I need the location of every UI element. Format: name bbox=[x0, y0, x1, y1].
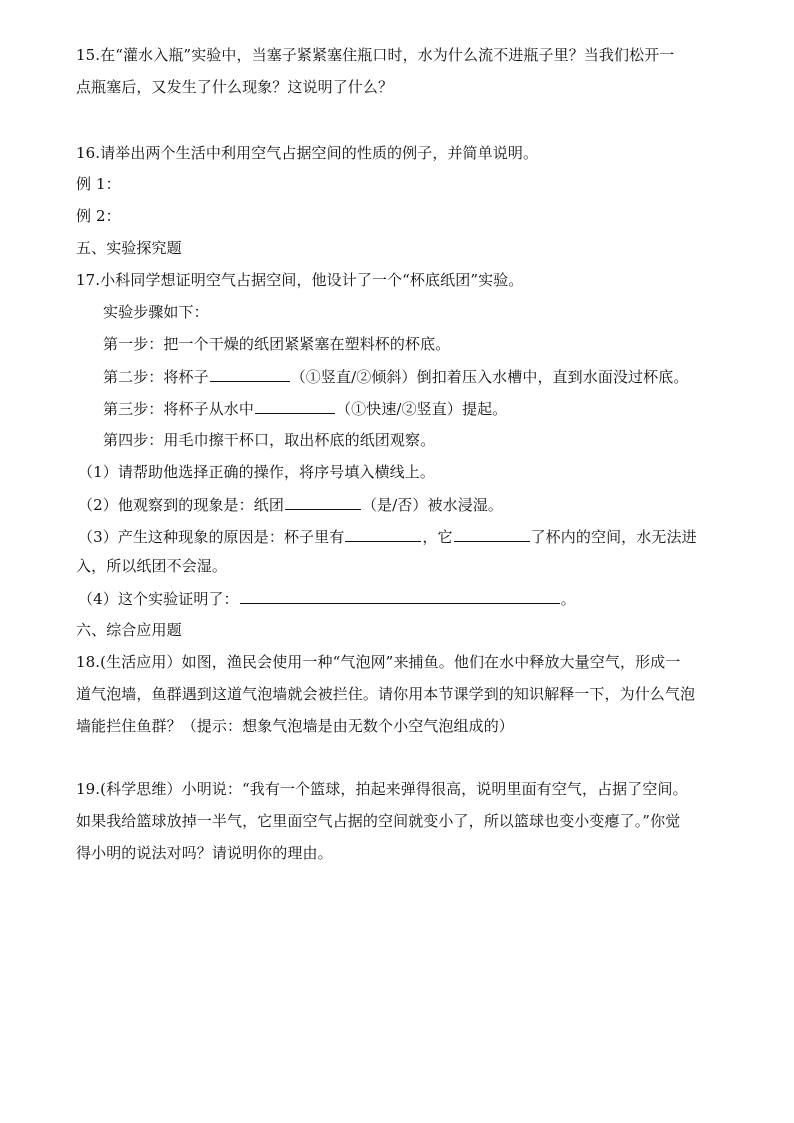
q17-part-4-blank[interactable] bbox=[240, 588, 560, 604]
q17-step-2-text-a: 第二步：将杯子 bbox=[103, 368, 209, 386]
q17-step-2-blank[interactable] bbox=[210, 366, 290, 382]
q17-step-1: 第一步：把一个干燥的纸团紧紧塞在塑料杯的杯底。 bbox=[103, 335, 451, 353]
q17-part-2-text-a: （2）他观察到的现象是：纸团 bbox=[78, 496, 284, 514]
q17-part-1: （1）请帮助他选择正确的操作，将序号填入横线上。 bbox=[78, 463, 435, 481]
q15-line-2: 点瓶塞后，又发生了什么现象？这说明了什么？ bbox=[76, 78, 394, 96]
q17-part-2 bbox=[78, 494, 503, 514]
q17-step-3-text-a: 第三步：将杯子从水中 bbox=[103, 400, 255, 418]
q17-part-4-text-b: 。 bbox=[560, 590, 576, 608]
q16-example-2: 例 2： bbox=[76, 207, 121, 225]
q19-line-3: 得小明的说法对吗？请说明你的理由。 bbox=[76, 844, 333, 862]
q17-part-3-text-c: 了杯内的空间，水无法进 bbox=[530, 528, 697, 546]
section-heading-application: 六、综合应用题 bbox=[76, 621, 182, 639]
section-heading-experiment: 五、实验探究题 bbox=[76, 239, 182, 257]
q17-step-3-text-b: （①快速/②竖直）提起。 bbox=[336, 400, 508, 418]
q18-line-1: 18.(生活应用）如图，渔民会使用一种“气泡网”来捕鱼。他们在水中释放大量空气，形成一 bbox=[76, 653, 681, 671]
q17-step-2-text-b: （①竖直/②倾斜）倒扣着压入水槽中，直到水面没过杯底。 bbox=[290, 368, 689, 386]
q17-step-2 bbox=[103, 366, 688, 386]
q17-part-3 bbox=[78, 526, 697, 546]
q17-step-4: 第四步：用毛巾擦干杯口，取出杯底的纸团观察。 bbox=[103, 431, 436, 449]
q15-line-1: 15.在“灌水入瓶”实验中，当塞子紧紧塞住瓶口时，水为什么流不进瓶子里？当我们松开一 bbox=[76, 46, 675, 64]
q16-line-1: 16.请举出两个生活中利用空气占据空间的性质的例子，并简单说明。 bbox=[76, 144, 539, 162]
q17-part-4-text-a: （4）这个实验证明了： bbox=[78, 590, 239, 608]
q17-part-2-text-b: （是/否）被水浸湿。 bbox=[361, 496, 504, 514]
q17-step-3 bbox=[103, 398, 507, 418]
q18-line-2: 道气泡墙，鱼群遇到这道气泡墙就会被拦住。请你用本节课学到的知识解释一下，为什么气泡 bbox=[76, 685, 696, 703]
q17-part-2-blank[interactable] bbox=[285, 494, 361, 510]
q18-line-3: 墙能拦住鱼群？（提示：想象气泡墙是由无数个小空气泡组成的） bbox=[76, 717, 514, 735]
q16-example-1: 例 1： bbox=[76, 175, 121, 193]
q17-step-3-blank[interactable] bbox=[255, 398, 335, 414]
q17-intro: 17.小科同学想证明空气占据空间，他设计了一个“杯底纸团”实验。 bbox=[76, 271, 524, 289]
q19-line-2: 如果我给篮球放掉一半气，它里面空气占据的空间就变小了，所以篮球也变小变瘪了。”你觉 bbox=[76, 812, 681, 830]
q17-part-3-blank-2[interactable] bbox=[454, 526, 530, 542]
q17-part-3-text-b: ，它 bbox=[422, 528, 453, 546]
q17-part-3-continued: 入，所以纸团不会湿。 bbox=[76, 557, 228, 575]
q17-part-3-text-a: （3）产生这种现象的原因是：杯子里有 bbox=[78, 528, 345, 546]
q17-part-4 bbox=[78, 588, 576, 608]
q17-part-3-blank-1[interactable] bbox=[345, 526, 421, 542]
q19-line-1: 19.(科学思维）小明说：“我有一个篮球，拍起来弹得很高，说明里面有空气，占据了空间。 bbox=[76, 780, 688, 798]
q17-steps-title: 实验步骤如下： bbox=[103, 303, 209, 321]
